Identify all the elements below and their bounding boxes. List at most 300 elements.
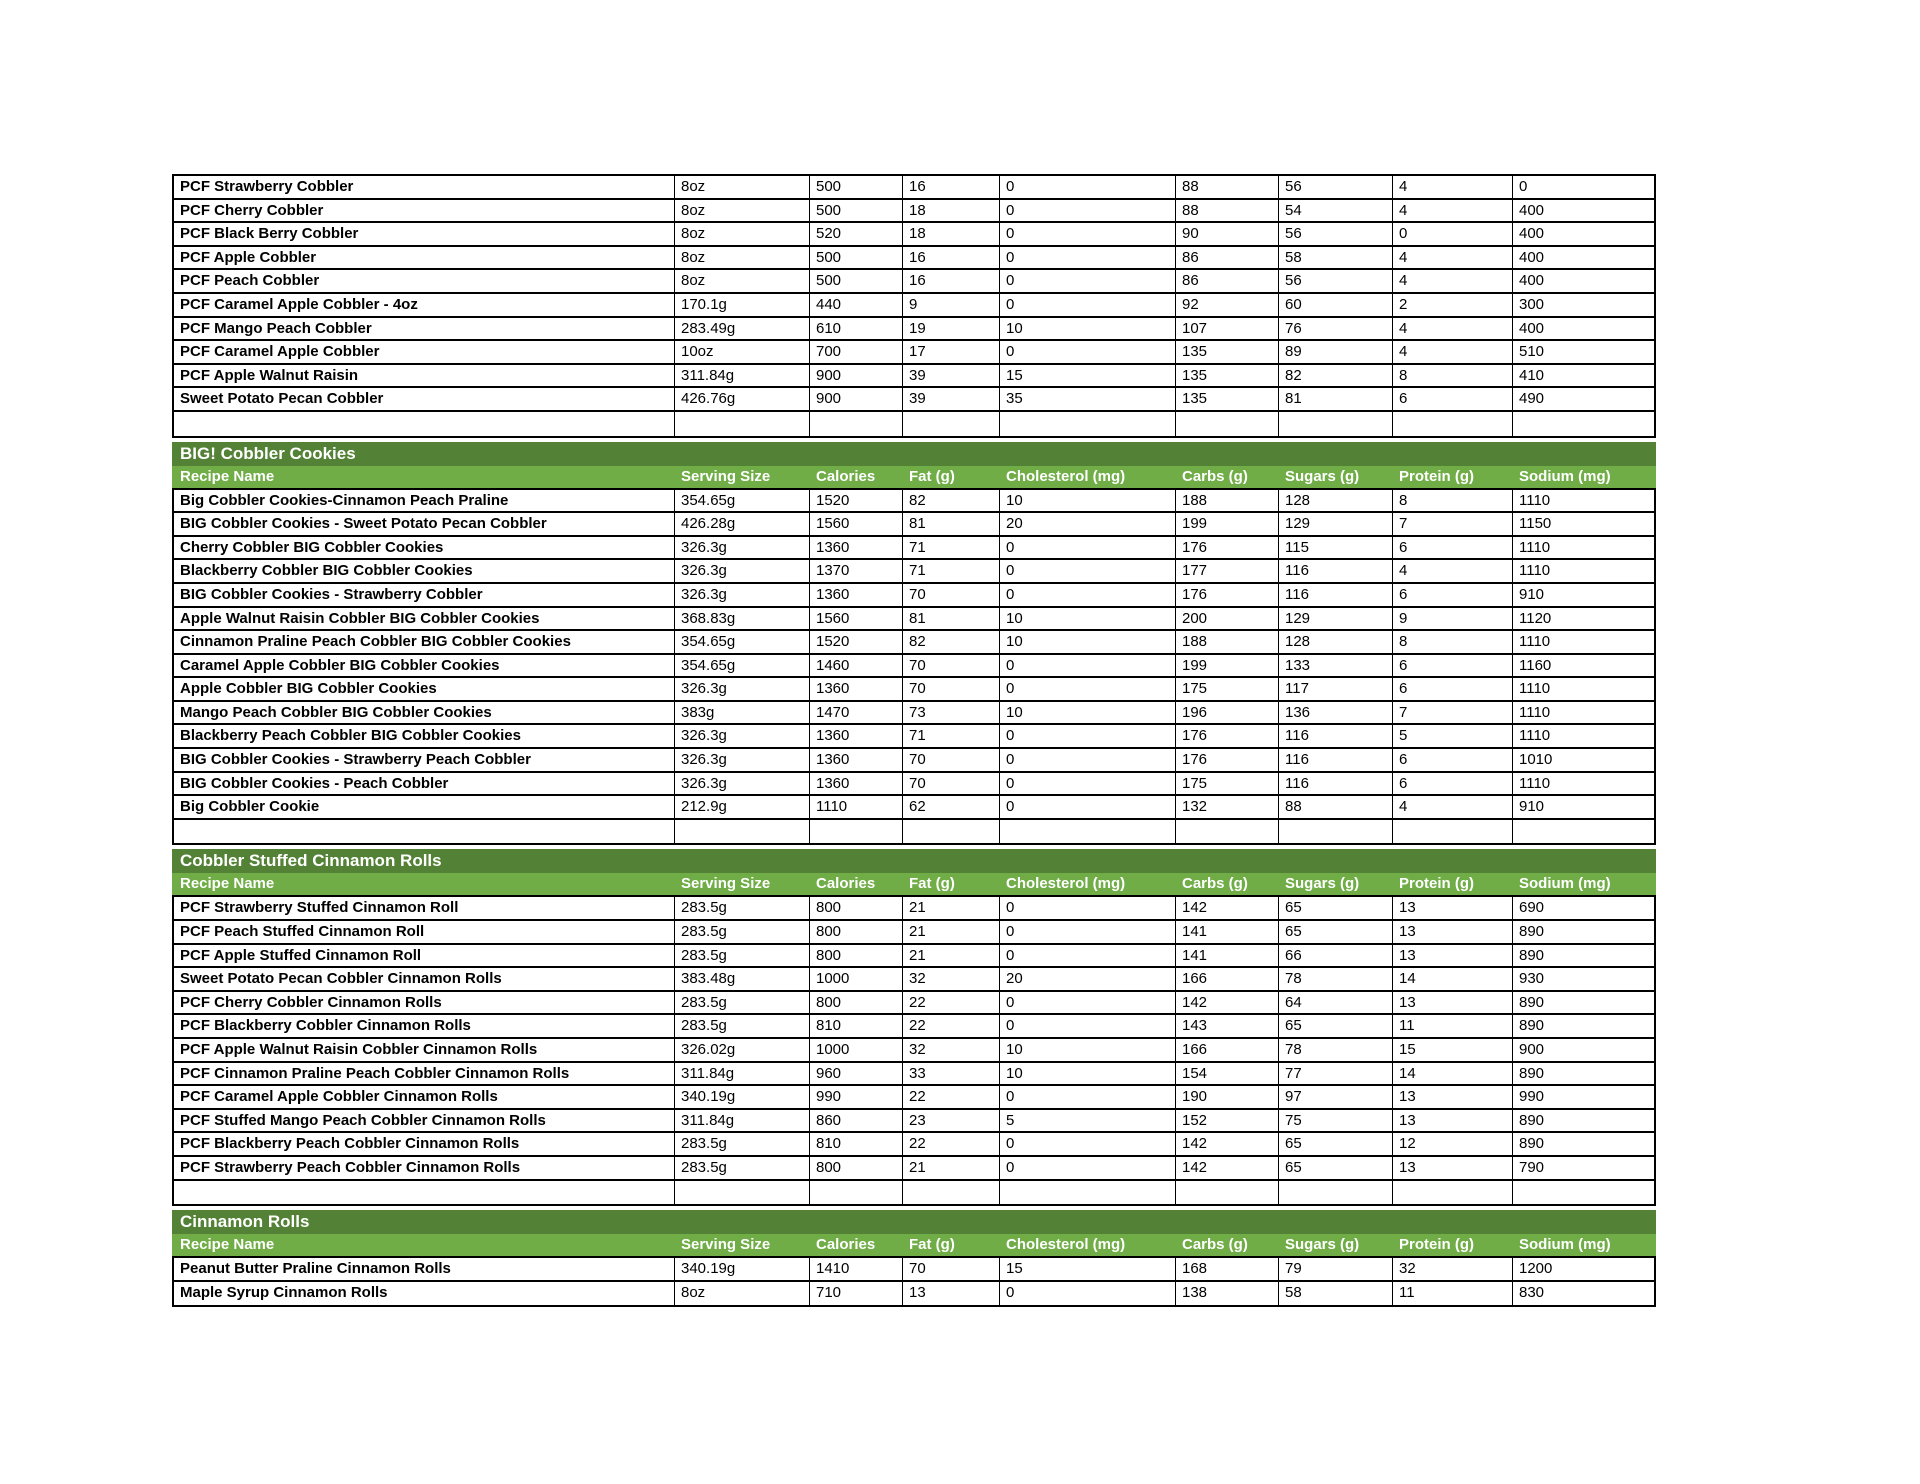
cell-sodium: 690 bbox=[1519, 899, 1545, 917]
cell-sodium: 910 bbox=[1519, 585, 1545, 603]
cell-fat: 21 bbox=[903, 1157, 1000, 1179]
cell-sodium: 410 bbox=[1519, 366, 1545, 384]
cell-carbs: 175 bbox=[1176, 678, 1279, 700]
cell-sugars: 128 bbox=[1279, 490, 1393, 512]
cell-serving-size: 340.19g bbox=[675, 1086, 810, 1108]
table-section bbox=[172, 1210, 1656, 1307]
cell-sugars bbox=[1279, 412, 1393, 436]
cell-protein: 9 bbox=[1393, 608, 1513, 630]
cell-recipe-name: Sweet Potato Pecan Cobbler Cinnamon Rolls bbox=[174, 968, 675, 990]
cell-sugars: 56 bbox=[1279, 270, 1393, 292]
header-carbs-g: Carbs (g) bbox=[1182, 875, 1248, 893]
cell-serving-size: 283.5g bbox=[675, 921, 810, 943]
cell-serving-size: 426.76g bbox=[675, 388, 810, 410]
cell-sodium: 890 bbox=[1519, 946, 1545, 964]
cell-carbs: 199 bbox=[1176, 513, 1279, 535]
cell-serving-size: 368.83g bbox=[675, 608, 810, 630]
cell-carbs: 176 bbox=[1176, 537, 1279, 559]
cell-protein: 4 bbox=[1393, 560, 1513, 582]
cell-fat: 18 bbox=[903, 223, 1000, 245]
table-row bbox=[174, 223, 1654, 247]
cell-fat: 22 bbox=[903, 1086, 1000, 1108]
table-row bbox=[174, 796, 1654, 820]
cell-sodium: 300 bbox=[1519, 295, 1545, 313]
header-carbs-g: Carbs (g) bbox=[1182, 467, 1248, 485]
cell-sugars: 116 bbox=[1279, 584, 1393, 606]
cell-calories: 700 bbox=[810, 341, 903, 363]
cell-recipe-name: PCF Cinnamon Praline Peach Cobbler Cinnamon Rolls bbox=[174, 1063, 675, 1085]
cell-recipe-name: PCF Caramel Apple Cobbler bbox=[174, 341, 675, 363]
cell-cholesterol: 0 bbox=[1000, 655, 1176, 677]
cell-fat: 22 bbox=[903, 1133, 1000, 1155]
cell-fat: 70 bbox=[903, 655, 1000, 677]
cell-sodium: 1110 bbox=[1519, 562, 1551, 580]
cell-serving-size: 326.3g bbox=[675, 584, 810, 606]
cell-protein bbox=[1393, 1181, 1513, 1205]
cell-cholesterol: 0 bbox=[1000, 560, 1176, 582]
cell-serving-size: 212.9g bbox=[675, 796, 810, 818]
cell-fat: 21 bbox=[903, 921, 1000, 943]
cell-sugars: 89 bbox=[1279, 341, 1393, 363]
cell-carbs: 142 bbox=[1176, 1157, 1279, 1179]
cell-calories: 610 bbox=[810, 318, 903, 340]
cell-sodium: 400 bbox=[1519, 248, 1545, 266]
cell-calories: 500 bbox=[810, 247, 903, 269]
cell-serving-size: 326.3g bbox=[675, 537, 810, 559]
cell-recipe-name: Maple Syrup Cinnamon Rolls bbox=[174, 1282, 675, 1306]
cell-protein: 7 bbox=[1393, 513, 1513, 535]
cell-serving-size: 283.5g bbox=[675, 1157, 810, 1179]
cell-sugars: 65 bbox=[1279, 897, 1393, 919]
cell-protein bbox=[1393, 820, 1513, 844]
cell-cholesterol: 10 bbox=[1000, 1039, 1176, 1061]
cell-carbs: 132 bbox=[1176, 796, 1279, 818]
column-header-row bbox=[172, 1234, 1656, 1256]
cell-sugars: 78 bbox=[1279, 1039, 1393, 1061]
empty-row bbox=[174, 820, 1654, 844]
header-sodium-mg: Sodium (mg) bbox=[1519, 1236, 1611, 1254]
cell-fat: 16 bbox=[903, 270, 1000, 292]
cell-sodium: 400 bbox=[1519, 272, 1545, 290]
cell-fat: 18 bbox=[903, 200, 1000, 222]
cell-protein: 32 bbox=[1393, 1258, 1513, 1280]
cell-carbs: 176 bbox=[1176, 749, 1279, 771]
cell-serving-size: 283.49g bbox=[675, 318, 810, 340]
cell-calories bbox=[810, 1181, 903, 1205]
cell-recipe-name: PCF Caramel Apple Cobbler - 4oz bbox=[174, 294, 675, 316]
cell-sodium: 890 bbox=[1519, 1017, 1545, 1035]
cell-recipe-name: PCF Stuffed Mango Peach Cobbler Cinnamon Rolls bbox=[174, 1110, 675, 1132]
cell-sodium: 1200 bbox=[1519, 1260, 1553, 1278]
cell-carbs: 141 bbox=[1176, 921, 1279, 943]
cell-sugars: 117 bbox=[1279, 678, 1393, 700]
cell-serving-size: 8oz bbox=[675, 223, 810, 245]
cell-serving-size bbox=[675, 412, 810, 436]
cell-sugars: 136 bbox=[1279, 702, 1393, 724]
cell-fat: 39 bbox=[903, 365, 1000, 387]
cell-fat: 23 bbox=[903, 1110, 1000, 1132]
cell-recipe-name: BIG Cobbler Cookies - Sweet Potato Pecan Cobbler bbox=[174, 513, 675, 535]
cell-recipe-name: BIG Cobbler Cookies - Strawberry Cobbler bbox=[174, 584, 675, 606]
cell-protein: 4 bbox=[1393, 318, 1513, 340]
cell-carbs: 188 bbox=[1176, 490, 1279, 512]
cell-protein: 6 bbox=[1393, 388, 1513, 410]
cell-carbs: 176 bbox=[1176, 584, 1279, 606]
cell-sugars: 133 bbox=[1279, 655, 1393, 677]
cell-recipe-name: PCF Mango Peach Cobbler bbox=[174, 318, 675, 340]
cell-carbs: 154 bbox=[1176, 1063, 1279, 1085]
cell-carbs: 199 bbox=[1176, 655, 1279, 677]
header-recipe-name: Recipe Name bbox=[180, 875, 275, 893]
cell-carbs: 168 bbox=[1176, 1258, 1279, 1280]
cell-sodium: 890 bbox=[1519, 1135, 1545, 1153]
header-cholesterol-mg: Cholesterol (mg) bbox=[1006, 467, 1126, 485]
cell-fat: 71 bbox=[903, 537, 1000, 559]
cell-sodium: 510 bbox=[1519, 343, 1545, 361]
cell-protein: 14 bbox=[1393, 1063, 1513, 1085]
cell-fat: 33 bbox=[903, 1063, 1000, 1085]
cell-calories: 960 bbox=[810, 1063, 903, 1085]
header-carbs-g: Carbs (g) bbox=[1182, 1236, 1248, 1254]
cell-cholesterol: 35 bbox=[1000, 388, 1176, 410]
cell-carbs: 200 bbox=[1176, 608, 1279, 630]
cell-fat: 81 bbox=[903, 513, 1000, 535]
header-calories: Calories bbox=[816, 875, 876, 893]
cell-sodium: 1110 bbox=[1519, 727, 1551, 745]
cell-sugars: 116 bbox=[1279, 773, 1393, 795]
cell-cholesterol bbox=[1000, 1181, 1176, 1205]
cell-protein: 5 bbox=[1393, 725, 1513, 747]
cell-cholesterol: 0 bbox=[1000, 270, 1176, 292]
cell-recipe-name: Cinnamon Praline Peach Cobbler BIG Cobbler Cookies bbox=[174, 631, 675, 653]
cell-serving-size: 426.28g bbox=[675, 513, 810, 535]
cell-recipe-name: PCF Apple Walnut Raisin bbox=[174, 365, 675, 387]
cell-sodium: 1110 bbox=[1519, 538, 1551, 556]
table-row bbox=[174, 200, 1654, 224]
cell-protein: 6 bbox=[1393, 773, 1513, 795]
cell-cholesterol: 15 bbox=[1000, 365, 1176, 387]
rows-block bbox=[172, 1256, 1656, 1307]
header-cholesterol-mg: Cholesterol (mg) bbox=[1006, 1236, 1126, 1254]
table-row bbox=[174, 388, 1654, 412]
cell-serving-size: 354.65g bbox=[675, 655, 810, 677]
cell-recipe-name: Cherry Cobbler BIG Cobbler Cookies bbox=[174, 537, 675, 559]
header-serving-size: Serving Size bbox=[681, 1236, 771, 1254]
cell-fat: 16 bbox=[903, 247, 1000, 269]
cell-carbs: 142 bbox=[1176, 897, 1279, 919]
cell-sodium: 1110 bbox=[1519, 680, 1551, 698]
cell-recipe-name: Big Cobbler Cookie bbox=[174, 796, 675, 818]
cell-protein bbox=[1393, 412, 1513, 436]
cell-calories: 1470 bbox=[810, 702, 903, 724]
cell-cholesterol: 0 bbox=[1000, 1133, 1176, 1155]
table-row bbox=[174, 513, 1654, 537]
cell-protein: 4 bbox=[1393, 247, 1513, 269]
cell-sugars: 116 bbox=[1279, 749, 1393, 771]
cell-sugars: 75 bbox=[1279, 1110, 1393, 1132]
table-row bbox=[174, 584, 1654, 608]
cell-calories: 1360 bbox=[810, 584, 903, 606]
header-recipe-name: Recipe Name bbox=[180, 1236, 275, 1254]
cell-cholesterol: 10 bbox=[1000, 702, 1176, 724]
cell-protein: 12 bbox=[1393, 1133, 1513, 1155]
table-section bbox=[172, 849, 1656, 1206]
cell-sugars: 77 bbox=[1279, 1063, 1393, 1085]
table-row bbox=[174, 490, 1654, 514]
cell-cholesterol: 15 bbox=[1000, 1258, 1176, 1280]
table-row bbox=[174, 270, 1654, 294]
cell-calories: 500 bbox=[810, 270, 903, 292]
cell-calories: 800 bbox=[810, 945, 903, 967]
header-recipe-name: Recipe Name bbox=[180, 467, 275, 485]
cell-fat: 70 bbox=[903, 584, 1000, 606]
cell-sugars: 56 bbox=[1279, 176, 1393, 198]
cell-serving-size: 383.48g bbox=[675, 968, 810, 990]
table-row bbox=[174, 1282, 1654, 1306]
column-header-row bbox=[172, 466, 1656, 488]
cell-protein: 8 bbox=[1393, 365, 1513, 387]
section-title: Cobbler Stuffed Cinnamon Rolls bbox=[180, 851, 442, 871]
cell-protein: 14 bbox=[1393, 968, 1513, 990]
cell-carbs bbox=[1176, 820, 1279, 844]
cell-recipe-name: Mango Peach Cobbler BIG Cobbler Cookies bbox=[174, 702, 675, 724]
cell-calories bbox=[810, 820, 903, 844]
section-title: BIG! Cobbler Cookies bbox=[180, 443, 356, 463]
empty-row bbox=[174, 412, 1654, 436]
cell-calories: 1360 bbox=[810, 725, 903, 747]
cell-cholesterol: 0 bbox=[1000, 773, 1176, 795]
table-row bbox=[174, 1063, 1654, 1087]
header-calories: Calories bbox=[816, 467, 876, 485]
cell-calories: 1370 bbox=[810, 560, 903, 582]
table-section bbox=[172, 174, 1656, 438]
cell-sugars: 54 bbox=[1279, 200, 1393, 222]
cell-carbs: 88 bbox=[1176, 200, 1279, 222]
table-section bbox=[172, 442, 1656, 846]
section-title-band bbox=[172, 849, 1656, 873]
cell-calories: 860 bbox=[810, 1110, 903, 1132]
cell-sugars: 76 bbox=[1279, 318, 1393, 340]
cell-recipe-name: PCF Cherry Cobbler bbox=[174, 200, 675, 222]
cell-carbs: 135 bbox=[1176, 365, 1279, 387]
header-cholesterol-mg: Cholesterol (mg) bbox=[1006, 875, 1126, 893]
cell-protein: 6 bbox=[1393, 584, 1513, 606]
cell-sodium: 990 bbox=[1519, 1088, 1545, 1106]
cell-recipe-name: Apple Cobbler BIG Cobbler Cookies bbox=[174, 678, 675, 700]
cell-sodium: 1110 bbox=[1519, 633, 1551, 651]
table-row bbox=[174, 247, 1654, 271]
cell-cholesterol: 0 bbox=[1000, 1282, 1176, 1306]
cell-sugars: 65 bbox=[1279, 1015, 1393, 1037]
table-row bbox=[174, 678, 1654, 702]
cell-protein: 6 bbox=[1393, 537, 1513, 559]
cell-carbs: 176 bbox=[1176, 725, 1279, 747]
cell-carbs: 92 bbox=[1176, 294, 1279, 316]
cell-calories: 1560 bbox=[810, 608, 903, 630]
cell-recipe-name: PCF Strawberry Cobbler bbox=[174, 176, 675, 198]
cell-calories: 1410 bbox=[810, 1258, 903, 1280]
cell-sodium: 400 bbox=[1519, 319, 1545, 337]
cell-serving-size: 354.65g bbox=[675, 631, 810, 653]
cell-fat: 13 bbox=[903, 1282, 1000, 1306]
cell-fat bbox=[903, 1181, 1000, 1205]
cell-sugars bbox=[1279, 1181, 1393, 1205]
table-row bbox=[174, 1015, 1654, 1039]
cell-calories: 520 bbox=[810, 223, 903, 245]
cell-fat: 32 bbox=[903, 968, 1000, 990]
cell-sodium: 890 bbox=[1519, 1064, 1545, 1082]
cell-calories: 1520 bbox=[810, 490, 903, 512]
table-row bbox=[174, 318, 1654, 342]
table-row bbox=[174, 968, 1654, 992]
cell-fat: 19 bbox=[903, 318, 1000, 340]
cell-protein: 4 bbox=[1393, 270, 1513, 292]
cell-calories: 1520 bbox=[810, 631, 903, 653]
cell-fat: 82 bbox=[903, 631, 1000, 653]
cell-serving-size: 283.5g bbox=[675, 1015, 810, 1037]
cell-sugars: 65 bbox=[1279, 1133, 1393, 1155]
cell-serving-size: 354.65g bbox=[675, 490, 810, 512]
nutrition-table bbox=[172, 174, 1656, 1307]
cell-serving-size: 326.3g bbox=[675, 773, 810, 795]
cell-fat: 21 bbox=[903, 945, 1000, 967]
header-sugars-g: Sugars (g) bbox=[1285, 875, 1360, 893]
cell-serving-size: 283.5g bbox=[675, 992, 810, 1014]
cell-carbs: 107 bbox=[1176, 318, 1279, 340]
cell-calories: 1000 bbox=[810, 1039, 903, 1061]
table-row bbox=[174, 725, 1654, 749]
cell-sodium: 910 bbox=[1519, 798, 1545, 816]
header-fat-g: Fat (g) bbox=[909, 1236, 955, 1254]
cell-calories: 1560 bbox=[810, 513, 903, 535]
cell-protein: 13 bbox=[1393, 992, 1513, 1014]
cell-calories: 800 bbox=[810, 921, 903, 943]
table-row bbox=[174, 702, 1654, 726]
cell-recipe-name: PCF Black Berry Cobbler bbox=[174, 223, 675, 245]
cell-cholesterol: 0 bbox=[1000, 341, 1176, 363]
cell-serving-size: 311.84g bbox=[675, 365, 810, 387]
cell-fat: 71 bbox=[903, 725, 1000, 747]
cell-fat: 39 bbox=[903, 388, 1000, 410]
cell-fat bbox=[903, 412, 1000, 436]
cell-carbs: 90 bbox=[1176, 223, 1279, 245]
table-row bbox=[174, 560, 1654, 584]
cell-serving-size: 326.3g bbox=[675, 560, 810, 582]
cell-sugars: 60 bbox=[1279, 294, 1393, 316]
cell-cholesterol bbox=[1000, 820, 1176, 844]
cell-cholesterol: 20 bbox=[1000, 968, 1176, 990]
cell-calories: 710 bbox=[810, 1282, 903, 1306]
cell-fat: 22 bbox=[903, 1015, 1000, 1037]
table-row bbox=[174, 1110, 1654, 1134]
header-protein-g: Protein (g) bbox=[1399, 1236, 1474, 1254]
cell-protein: 13 bbox=[1393, 921, 1513, 943]
cell-sodium: 830 bbox=[1519, 1283, 1545, 1301]
cell-sodium: 890 bbox=[1519, 923, 1545, 941]
cell-cholesterol: 0 bbox=[1000, 921, 1176, 943]
cell-recipe-name: BIG Cobbler Cookies - Strawberry Peach Cobbler bbox=[174, 749, 675, 771]
table-row bbox=[174, 897, 1654, 921]
cell-fat: 32 bbox=[903, 1039, 1000, 1061]
cell-sodium bbox=[1513, 412, 1654, 436]
cell-serving-size: 170.1g bbox=[675, 294, 810, 316]
cell-sugars: 65 bbox=[1279, 921, 1393, 943]
cell-cholesterol: 0 bbox=[1000, 294, 1176, 316]
cell-fat: 21 bbox=[903, 897, 1000, 919]
cell-serving-size: 326.3g bbox=[675, 725, 810, 747]
cell-sugars: 81 bbox=[1279, 388, 1393, 410]
cell-recipe-name: BIG Cobbler Cookies - Peach Cobbler bbox=[174, 773, 675, 795]
cell-fat: 22 bbox=[903, 992, 1000, 1014]
cell-protein: 13 bbox=[1393, 945, 1513, 967]
cell-recipe-name: PCF Caramel Apple Cobbler Cinnamon Rolls bbox=[174, 1086, 675, 1108]
cell-sodium: 0 bbox=[1519, 178, 1528, 195]
cell-fat: 70 bbox=[903, 749, 1000, 771]
cell-carbs: 152 bbox=[1176, 1110, 1279, 1132]
cell-calories: 500 bbox=[810, 176, 903, 198]
cell-calories: 500 bbox=[810, 200, 903, 222]
cell-cholesterol: 0 bbox=[1000, 223, 1176, 245]
cell-protein: 8 bbox=[1393, 631, 1513, 653]
cell-cholesterol: 0 bbox=[1000, 247, 1176, 269]
cell-calories: 800 bbox=[810, 992, 903, 1014]
cell-sodium: 490 bbox=[1519, 390, 1545, 408]
cell-fat: 16 bbox=[903, 176, 1000, 198]
cell-fat: 9 bbox=[903, 294, 1000, 316]
cell-cholesterol: 0 bbox=[1000, 678, 1176, 700]
cell-calories: 900 bbox=[810, 365, 903, 387]
cell-calories: 810 bbox=[810, 1133, 903, 1155]
cell-carbs: 175 bbox=[1176, 773, 1279, 795]
cell-carbs: 138 bbox=[1176, 1282, 1279, 1306]
table-row bbox=[174, 1086, 1654, 1110]
cell-protein: 4 bbox=[1393, 341, 1513, 363]
cell-calories: 1110 bbox=[810, 796, 903, 818]
cell-sodium: 790 bbox=[1519, 1158, 1545, 1176]
cell-calories: 1460 bbox=[810, 655, 903, 677]
cell-sugars: 78 bbox=[1279, 968, 1393, 990]
cell-calories bbox=[810, 412, 903, 436]
cell-sugars: 66 bbox=[1279, 945, 1393, 967]
cell-carbs bbox=[1176, 1181, 1279, 1205]
cell-protein: 7 bbox=[1393, 702, 1513, 724]
rows-block bbox=[172, 895, 1656, 1206]
cell-fat bbox=[903, 820, 1000, 844]
cell-carbs: 188 bbox=[1176, 631, 1279, 653]
cell-cholesterol bbox=[1000, 412, 1176, 436]
cell-cholesterol: 5 bbox=[1000, 1110, 1176, 1132]
cell-cholesterol: 10 bbox=[1000, 631, 1176, 653]
cell-recipe-name: PCF Cherry Cobbler Cinnamon Rolls bbox=[174, 992, 675, 1014]
cell-cholesterol: 0 bbox=[1000, 945, 1176, 967]
cell-recipe-name bbox=[174, 412, 675, 436]
header-protein-g: Protein (g) bbox=[1399, 467, 1474, 485]
cell-carbs bbox=[1176, 412, 1279, 436]
table-row bbox=[174, 608, 1654, 632]
cell-fat: 82 bbox=[903, 490, 1000, 512]
cell-sodium: 1110 bbox=[1519, 774, 1551, 792]
cell-serving-size: 283.5g bbox=[675, 945, 810, 967]
cell-fat: 73 bbox=[903, 702, 1000, 724]
header-sugars-g: Sugars (g) bbox=[1285, 1236, 1360, 1254]
cell-calories: 800 bbox=[810, 897, 903, 919]
header-sodium-mg: Sodium (mg) bbox=[1519, 467, 1611, 485]
cell-carbs: 143 bbox=[1176, 1015, 1279, 1037]
table-row bbox=[174, 773, 1654, 797]
section-title-band bbox=[172, 442, 1656, 466]
cell-cholesterol: 0 bbox=[1000, 1086, 1176, 1108]
table-row bbox=[174, 749, 1654, 773]
